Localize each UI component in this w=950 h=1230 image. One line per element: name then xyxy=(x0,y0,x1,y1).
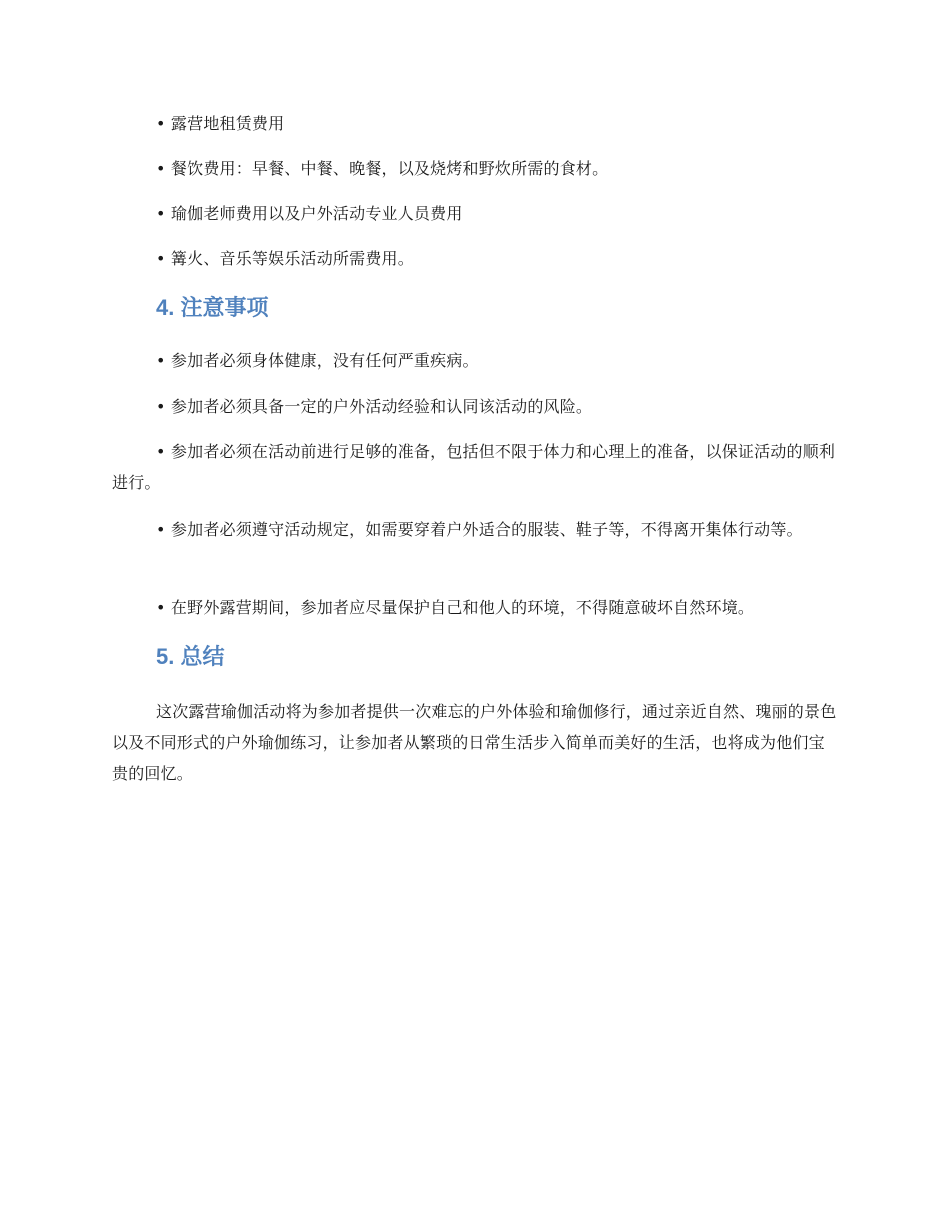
cost-item-instructors: • 瑜伽老师费用以及户外活动专业人员费用 xyxy=(156,204,463,223)
summary-paragraph: 这次露营瑜伽活动将为参加者提供一次难忘的户外体验和瑜伽修行，通过亲近自然、瑰丽的景色以及不同形式的户外瑜伽练习，让参加者从繁琐的日常生活步入简单而美好的生活，也将成为他们宝贵的回忆。 xyxy=(112,702,837,783)
cost-item-campsite: • 露营地租赁费用 xyxy=(156,114,285,133)
note-item-health: • 参加者必须身体健康，没有任何严重疾病。 xyxy=(156,351,479,370)
section-heading-notes: 4. 注意事项 xyxy=(156,295,269,320)
cost-item-catering: • 餐饮费用：早餐、中餐、晚餐，以及烧烤和野炊所需的食材。 xyxy=(156,159,609,178)
note-item-preparation: • 参加者必须在活动前进行足够的准备，包括但不限于体力和心理上的准备，以保证活动的顺利进行。 xyxy=(112,442,836,492)
section-heading-summary: 5. 总结 xyxy=(156,644,225,669)
note-item-rules: • 参加者必须遵守活动规定，如需要穿着户外适合的服装、鞋子等，不得离开集体行动等。 xyxy=(156,520,803,539)
note-item-experience: • 参加者必须具备一定的户外活动经验和认同该活动的风险。 xyxy=(156,397,593,416)
note-item-environment: • 在野外露营期间，参加者应尽量保护自己和他人的环境，不得随意破坏自然环境。 xyxy=(156,598,755,617)
cost-item-entertainment: • 篝火、音乐等娱乐活动所需费用。 xyxy=(156,249,414,268)
